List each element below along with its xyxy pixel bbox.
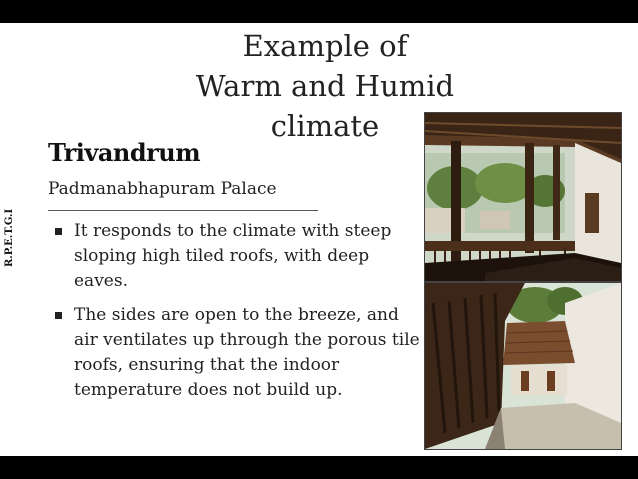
bullet-item bbox=[52, 303, 422, 403]
slide bbox=[0, 23, 638, 456]
title-line-3: climate bbox=[270, 109, 380, 143]
side-label: R.P.E.T.G.I bbox=[4, 208, 15, 267]
courtyard-photo bbox=[424, 282, 622, 450]
bullet-text: It responds to the climate with steep sloping high tiled roofs, with deep eaves. bbox=[74, 221, 392, 291]
bullet-item bbox=[52, 219, 422, 294]
bullet-list bbox=[52, 219, 422, 412]
title-line-2: Warm and Humid bbox=[195, 69, 455, 103]
palace-subheading: Padmanabhapuram Palace bbox=[48, 179, 277, 199]
square-bullet-icon bbox=[55, 228, 62, 235]
veranda-photo bbox=[424, 112, 622, 282]
city-heading: Trivandrum bbox=[48, 138, 201, 167]
subheading-underline bbox=[48, 210, 318, 211]
bullet-text: The sides are open to the breeze, and air ventilates up through the porous tile roofs, ensuring that the indoor temperature does not build up. bbox=[74, 305, 420, 400]
title-line-1: Example of bbox=[242, 29, 408, 63]
square-bullet-icon bbox=[55, 312, 62, 319]
